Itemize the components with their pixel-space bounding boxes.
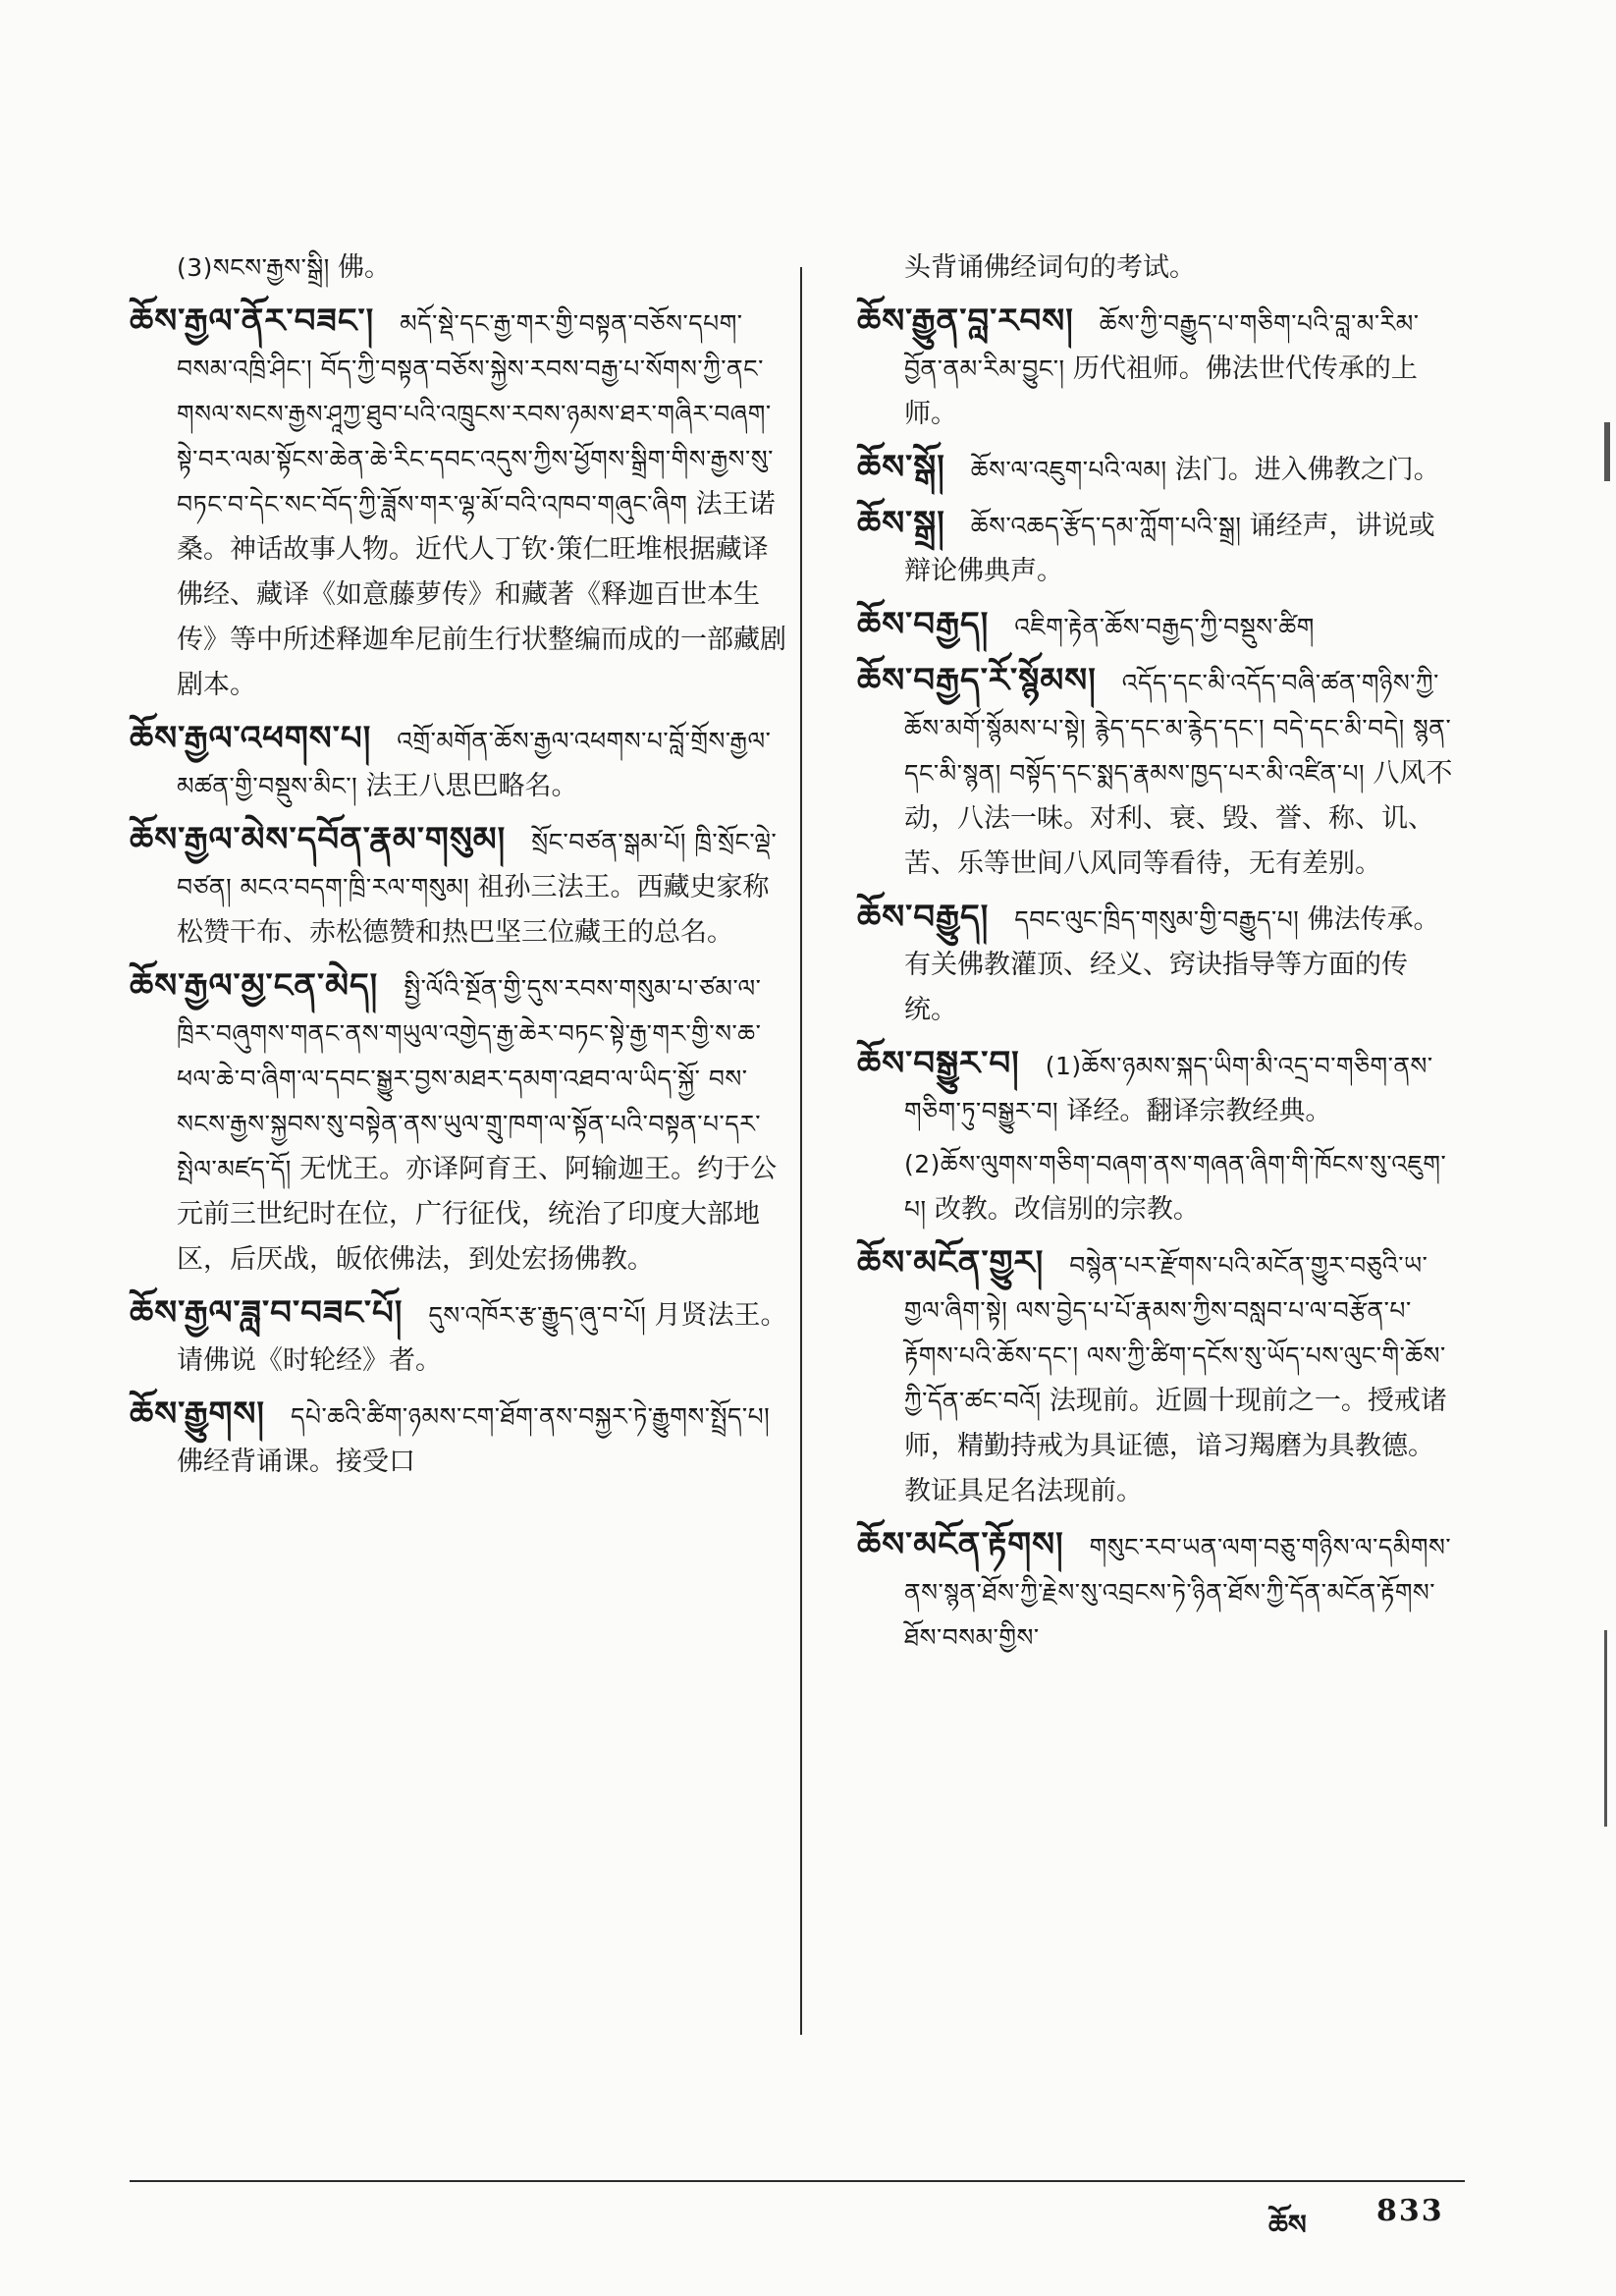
dictionary-entry bbox=[857, 1041, 1456, 1134]
entry-headword: ཆོས་བསྒྱུར་བ། bbox=[857, 1044, 1020, 1083]
entry-tibetan-definition: (1)ཆོས་ཉམས་སྐད་ཡིག་མི་འདྲ་བ་གཅིག་ནས་གཅིག་ཏུ་བསྒྱུར་བ། bbox=[904, 1052, 1433, 1125]
entry-chinese-definition: 无忧王。亦译阿育王、阿输迦王。约于公元前三世纪时在位，广行征伐，统治了印度大部地区，后厌战，皈依佛法，到处宏扬佛教。 bbox=[177, 1154, 778, 1275]
dictionary-entry bbox=[130, 1290, 789, 1384]
footer-rule bbox=[130, 2180, 1465, 2182]
entry-headword: ཆོས་རྒྱལ་མྱ་ངན་མེད། bbox=[130, 966, 379, 1006]
entry-tibetan-definition: མདོ་སྡེ་དང་རྒྱ་གར་གྱི་བསྟན་བཅོས་དཔག་བསམ་འཁྲི་ཤིང་། བོད་ཀྱི་བསྟན་བཅོས་སྐྱེས་རབས་བརྒྱ་པ་སོགས་ཀྱི་ནང་གསལ་སངས་རྒྱས་ཤཱཀྱ་ཐུབ་པའི་འཁྲུངས་རབས་ཉམས་ཐར་གཞིར་བཞག་སྟེ་བར་ལམ་སྟོངས་ཆེན་ཆེ་རིང་དབང་འདུས་ཀྱིས་ཕྱོགས་སྒྲིག་གིས་རྒྱས་སུ་བཏང་བ་དེང་སང་བོད་ཀྱི་ཟློས་གར་ལྷ་མོ་བའི་འཁབ་གཞུང་ཞིག bbox=[177, 309, 774, 519]
entry-tibetan-definition: དུས་འཁོར་རྩ་རྒྱུད་ཞུ་བ་པོ། bbox=[428, 1301, 647, 1330]
entry-tibetan-definition: སྤྱི་ལོའི་སྔོན་གྱི་དུས་རབས་གསུམ་པ་ཙམ་ལ་ཁྲིར་བཞུགས་གནང་ནས་གཡུལ་འགྱེད་རྒྱ་ཆེར་བཏང་སྟེ་རྒྱ་གར་གྱི་ས་ཆ་ཕལ་ཆེ་བ་ཞིག་ལ་དབང་སྒྱུར་བྱས་མཐར་དམག་འཐབ་ལ་ཡིད་སྐྱོ་ བས་སངས་རྒྱས་སྐྱབས་སུ་བསྟེན་ནས་ཡུལ་གྲུ་ཁག་ལ་སྟོན་པའི་བསྟན་པ་དར་སྤེལ་མཛད་དོ། bbox=[177, 974, 762, 1183]
entry-headword: ཆོས་རྒྱལ་མེས་དབོན་རྣམ་གསུམ། bbox=[130, 820, 507, 859]
entry-chinese-definition: 法王八思巴略名。 bbox=[365, 771, 578, 801]
entry-tibetan-definition: གསུང་རབ་ཡན་ལག་བཅུ་གཉིས་ལ་དམིགས་ནས་སྙན་ཐོས་ཀྱི་རྗེས་སུ་འབྲངས་ཏེ་ཉིན་ཐོས་ཀྱི་དོན་མངོན་རྟོགས་ཐོས་བསམ་གྱིས་ bbox=[904, 1533, 1452, 1652]
entry-headword: ཆོས་མངོན་རྟོགས། bbox=[857, 1525, 1064, 1564]
dictionary-entry bbox=[130, 963, 789, 1283]
dictionary-entry bbox=[857, 501, 1456, 594]
dictionary-entry bbox=[130, 716, 789, 809]
entry-chinese-definition: 诵经声，讲说或辩论佛典声。 bbox=[904, 511, 1435, 586]
column-divider bbox=[800, 267, 802, 2035]
entry-headword: ཆོས་བརྒྱད། bbox=[857, 605, 990, 644]
entry-tibetan-definition: འགྲོ་མགོན་ཆོས་རྒྱལ་འཕགས་པ་བློ་གྲོས་རྒྱལ་མཚན་གྱི་བསྡུས་མིང་། bbox=[177, 727, 772, 800]
dictionary-entry bbox=[130, 246, 789, 291]
left-column bbox=[130, 246, 789, 1493]
entry-chinese-definition: 法王诺桑。神话故事人物。近代人丁钦·策仁旺堆根据藏译佛经、藏译《如意藤萝传》和藏著《释迦百世本生传》等中所述释迦牟尼前生行状整编而成的一部藏剧剧本。 bbox=[177, 489, 786, 700]
entry-headword: ཆོས་བརྒྱད་རོ་སྙོམས། bbox=[857, 661, 1097, 700]
entry-chinese-definition: 法门。进入佛教之门。 bbox=[1174, 455, 1440, 485]
entry-chinese-definition: 佛。 bbox=[338, 252, 392, 283]
entry-headword: ཆོས་སྒོ། bbox=[857, 448, 945, 487]
entry-chinese-definition: 头背诵佛经词句的考试。 bbox=[904, 252, 1196, 283]
dictionary-entry bbox=[857, 1240, 1456, 1514]
entry-headword: ཆོས་བརྒྱུད། bbox=[857, 898, 990, 937]
entry-tibetan-definition: ཆོས་ལ་འཇུག་པའི་ལམ། bbox=[970, 456, 1167, 484]
entry-tibetan-definition: (3)སངས་རྒྱས་སྒྲི། bbox=[177, 253, 330, 282]
entry-tibetan-definition: ཆོས་ཀྱི་བརྒྱུད་པ་གཅིག་པའི་བླ་མ་རིམ་བྱོན་ནམ་རིམ་བྱུང་། bbox=[904, 309, 1420, 383]
entry-headword: ཆོས་རྒྱུན་བླ་རབས། bbox=[857, 301, 1074, 341]
dictionary-entry bbox=[857, 658, 1456, 887]
scan-edge-mark bbox=[1604, 1630, 1607, 1827]
entry-headword: ཆོས་རྒྱལ་ནོར་བཟང་། bbox=[130, 301, 375, 341]
dictionary-entry bbox=[857, 1522, 1456, 1661]
entry-chinese-definition: 祖孙三法王。西藏史家称松赞干布、赤松德赞和热巴坚三位藏王的总名。 bbox=[177, 872, 770, 948]
entry-tibetan-definition: དབང་ལུང་ཁྲིད་གསུམ་གྱི་བརྒྱུད་པ། bbox=[1014, 905, 1300, 934]
entry-headword: ཆོས་རྒྱལ་འཕགས་པ། bbox=[130, 719, 372, 758]
scan-edge-mark bbox=[1604, 422, 1610, 481]
dictionary-entry bbox=[130, 817, 789, 956]
entry-chinese-definition: 月贤法王。请佛说《时轮经》者。 bbox=[177, 1300, 787, 1376]
entry-tibetan-definition: འདོད་དང་མི་འདོད་བཞི་ཚན་གཉིས་ཀྱི་ཆོས་མགོ་སྙོམས་པ་སྟེ། རྙེད་དང་མ་རྙེད་དང་། བདེ་དང་མི་བདེ། སྙན་དང་མི་སྙན། བསྟོད་དང་སྨད་རྣམས་ཁྱད་པར་མི་འཛིན་པ། bbox=[904, 669, 1452, 788]
entry-tibetan-definition: དཔེ་ཆའི་ཚིག་ཉམས་ངག་ཐོག་ནས་བསྐྱར་ཏེ་རྒྱུགས་སྤྲོད་པ། bbox=[290, 1402, 771, 1431]
entry-chinese-definition: 佛经背诵课。接受口 bbox=[177, 1447, 415, 1477]
dictionary-entry bbox=[857, 602, 1456, 650]
dictionary-entry bbox=[857, 445, 1456, 493]
entry-tibetan-definition: བསྙེན་པར་རྫོགས་པའི་མངོན་གྱུར་བཅུའི་ཡ་གྱལ་ཞིག་སྟེ། ལས་བྱེད་པ་པོ་རྣམས་ཀྱིས་བསླབ་པ་ལ་བརྩོན་པ་རྟོགས་པའི་ཆོས་དང་། ལས་ཀྱི་ཚིག་དངོས་སུ་ཡོད་པས་ལུང་གི་ཆོས་ཀྱི་དོན་ཚང་བའོ། bbox=[904, 1251, 1446, 1415]
dictionary-entry bbox=[857, 246, 1456, 291]
dictionary-entry bbox=[857, 299, 1456, 437]
entry-headword: ཆོས་རྒྱུགས། bbox=[130, 1394, 265, 1434]
dictionary-entry bbox=[130, 299, 789, 708]
dictionary-entry bbox=[857, 1142, 1456, 1232]
entry-tibetan-definition: ཆོས་འཆད་རྩོད་དམ་ཀློག་པའི་སྒྲ། bbox=[970, 512, 1242, 540]
entry-tibetan-definition: སྲོང་བཙན་སྒམ་པོ། ཁྲི་སྲོང་ལྡེ་བཙན། མངའ་བདག་ཁྲི་རལ་གསུམ། bbox=[177, 828, 778, 902]
dictionary-entry bbox=[857, 895, 1456, 1033]
entry-chinese-definition: 法现前。近圆十现前之一。授戒诸师，精勤持戒为具证德，谙习羯磨为具教德。教证具足名法现前。 bbox=[904, 1386, 1447, 1506]
entry-chinese-definition: 改教。改信别的宗教。 bbox=[934, 1194, 1200, 1225]
page-number: 833 bbox=[1376, 2194, 1444, 2228]
entry-chinese-definition: 八风不动，八法一味。对利、衰、毁、誉、称、讥、苦、乐等世间八风同等看待，无有差别。 bbox=[904, 758, 1453, 879]
entry-chinese-definition: 译经。翻译宗教经典。 bbox=[1066, 1096, 1332, 1126]
entry-tibetan-definition: (2)ཆོས་ལུགས་གཅིག་བཞག་ནས་གཞན་ཞིག་གི་ཁོངས་སུ་འཇུག་པ། bbox=[904, 1150, 1447, 1224]
entry-chinese-definition: 历代祖师。佛法世代传承的上师。 bbox=[904, 354, 1418, 429]
right-column bbox=[857, 246, 1456, 1668]
dictionary-entry bbox=[130, 1392, 789, 1485]
running-head-word: ཆོས bbox=[1268, 2209, 1307, 2241]
entry-headword: ཆོས་སྒྲ། bbox=[857, 504, 945, 543]
entry-tibetan-definition: འཇིག་རྟེན་ཆོས་བརྒྱད་ཀྱི་བསྡུས་ཚིག bbox=[1014, 613, 1315, 641]
entry-chinese-definition: 佛法传承。有关佛教灌顶、经义、窍诀指导等方面的传统。 bbox=[904, 904, 1440, 1025]
entry-headword: ཆོས་མངོན་གྱུར། bbox=[857, 1243, 1045, 1283]
entry-headword: ཆོས་རྒྱལ་ཟླ་བ་བཟང་པོ། bbox=[130, 1293, 404, 1333]
